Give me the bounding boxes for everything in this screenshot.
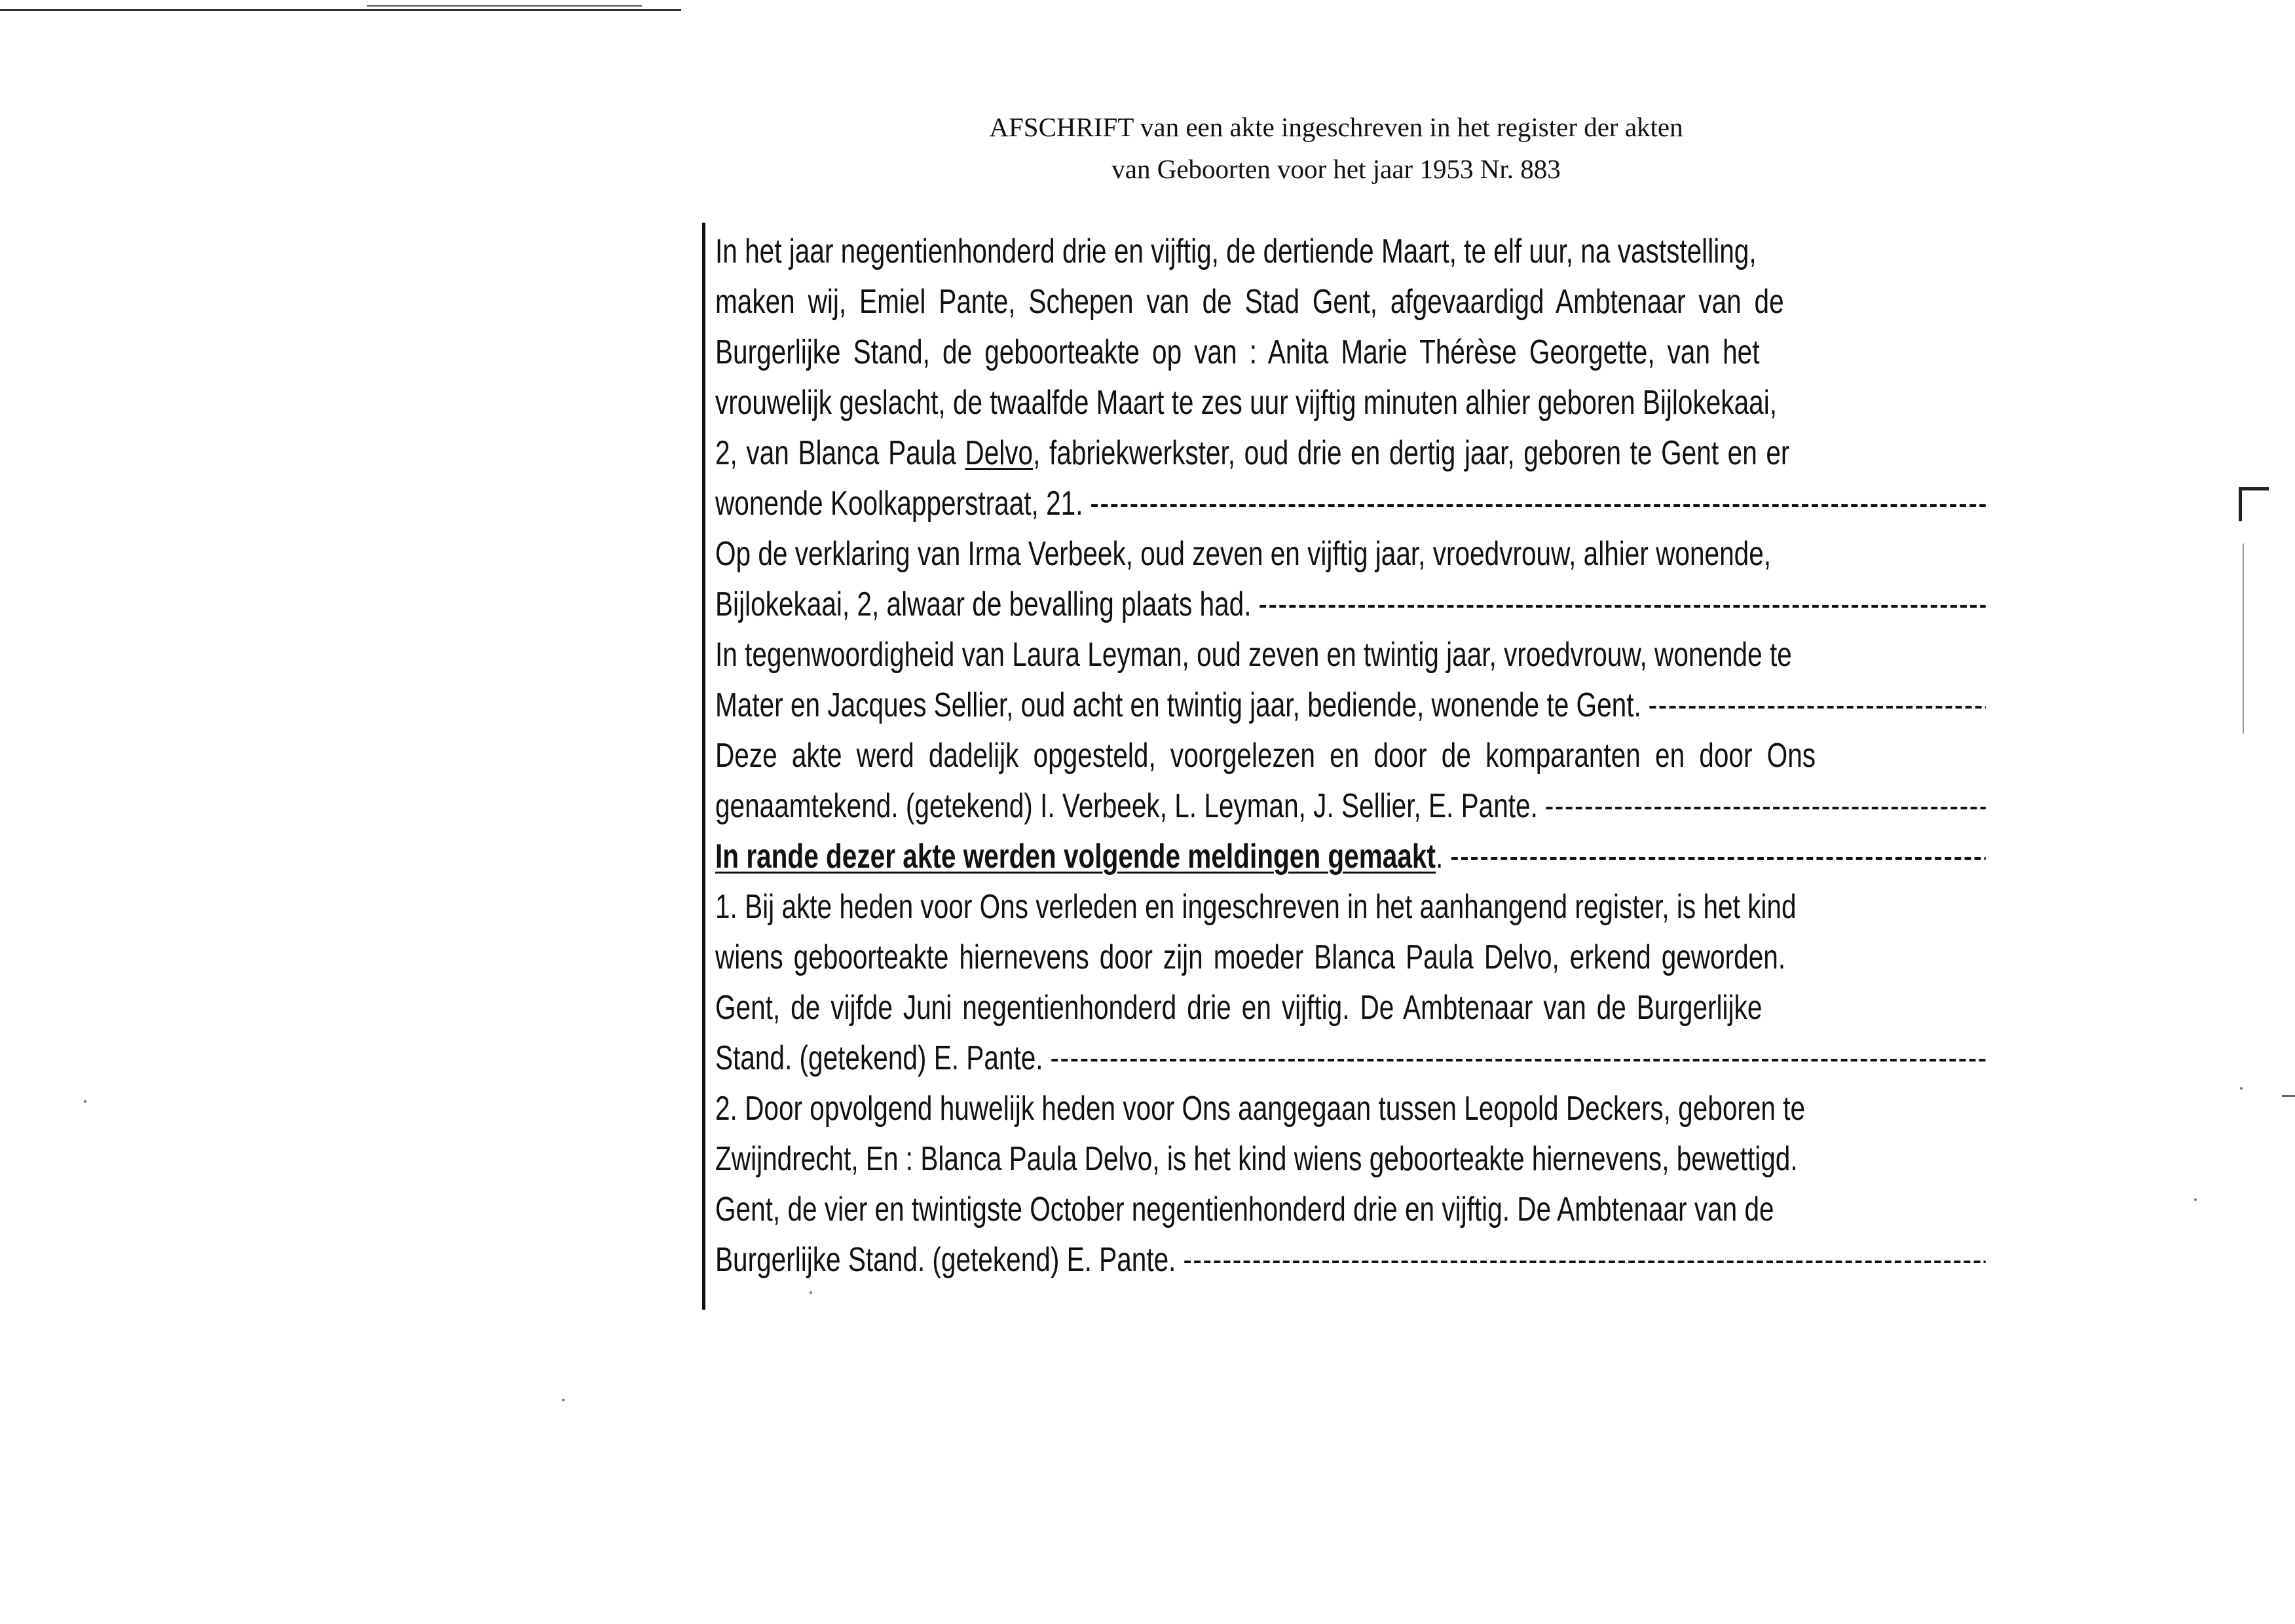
body-line xyxy=(715,983,1986,1033)
body-line xyxy=(715,529,1986,580)
scan-edge-line xyxy=(2243,544,2244,733)
scan-artifact-top-line xyxy=(0,9,681,11)
document-header xyxy=(786,106,1886,190)
scan-speck xyxy=(2240,1087,2243,1090)
body-text: Mater en Jacques Sellier, oud acht en twintig jaar, bediende, wonende te Gent. xyxy=(715,686,1641,724)
header-line-2: van Geboorten voor het jaar 1953 Nr. 883 xyxy=(1111,154,1561,184)
body-line xyxy=(715,1084,1986,1134)
body-line xyxy=(715,1134,1986,1185)
dash-filler xyxy=(1050,1033,1985,1084)
dash-filler xyxy=(1649,680,1986,731)
scan-speck xyxy=(84,1100,86,1103)
dash-filler xyxy=(1545,781,1986,832)
body-text: genaamtekend. (getekend) I. Verbeek, L. Leyman, J. Sellier, E. Pante. xyxy=(715,787,1538,825)
body-text: Gent, de vier en twintigste October negentienhonderd drie en vijftig. De Ambtenaar van de xyxy=(715,1190,1774,1228)
body-line xyxy=(715,680,1986,731)
scan-speck xyxy=(2194,1198,2197,1201)
body-text xyxy=(715,428,1789,479)
body-line xyxy=(715,630,1986,680)
marginal-notes-heading xyxy=(715,832,1443,882)
body-text: wiens geboorteakte hiernevens door zijn moeder Blanca Paula Delvo, erkend geworden. xyxy=(715,938,1786,976)
body-text: In tegenwoordigheid van Laura Leyman, oud zeven en twintig jaar, vroedvrouw, wonende te xyxy=(715,636,1792,674)
body-text: Bijlokekaai, 2, alwaar de bevalling plaats had. xyxy=(715,585,1252,623)
corner-mark xyxy=(2239,487,2269,490)
body-text-part: 2, van Blanca Paula xyxy=(715,434,965,472)
heading-period: . xyxy=(1435,838,1444,876)
body-line xyxy=(715,580,1986,630)
scan-speck xyxy=(810,1291,812,1294)
body-text: Burgerlijke Stand, de geboorteakte op van : Anita Marie Thérèse Georgette, van het xyxy=(715,333,1760,371)
body-line xyxy=(715,731,1986,781)
body-text-part: , fabriekwerkster, oud drie en dertig jaar, geboren te Gent en er xyxy=(1033,434,1790,472)
body-text: vrouwelijk geslacht, de twaalfde Maart te zes uur vijftig minuten alhier geboren Bijlokekaai, xyxy=(715,384,1777,422)
body-line xyxy=(715,277,1986,327)
body-text: Zwijndrecht, En : Blanca Paula Delvo, is het kind wiens geboorteakte hiernevens, bewettigd. xyxy=(715,1140,1798,1178)
body-text: 1. Bij akte heden voor Ons verleden en ingeschreven in het aanhangend register, is het kind xyxy=(715,888,1797,926)
body-text: Stand. (getekend) E. Pante. xyxy=(715,1039,1043,1077)
deed-body xyxy=(715,227,1986,1285)
body-line xyxy=(715,479,1986,529)
body-text: Gent, de vijfde Juni negentienhonderd drie en vijftig. De Ambtenaar van de Burgerlijke xyxy=(715,989,1763,1027)
body-text: 2. Door opvolgend huwelijk heden voor Ons aangegaan tussen Leopold Deckers, geboren te xyxy=(715,1090,1806,1128)
body-line xyxy=(715,428,1986,479)
body-text: maken wij, Emiel Pante, Schepen van de Stad Gent, afgevaardigd Ambtenaar van de xyxy=(715,283,1784,321)
body-line xyxy=(715,882,1986,932)
scan-dash-mark xyxy=(2282,1095,2295,1097)
body-line xyxy=(715,227,1986,277)
body-text: Op de verklaring van Irma Verbeek, oud zeven en vijftig jaar, vroedvrouw, alhier wonende, xyxy=(715,535,1772,573)
dash-filler xyxy=(1090,479,1985,529)
dash-filler xyxy=(1450,832,1986,882)
body-line xyxy=(715,327,1986,378)
marginal-notes-heading-text: In rande dezer akte werden volgende meldingen gemaakt xyxy=(715,838,1436,876)
dash-filler xyxy=(1258,580,1985,630)
body-line xyxy=(715,781,1986,832)
body-text: wonende Koolkapperstraat, 21. xyxy=(715,485,1083,523)
body-line xyxy=(715,932,1986,983)
body-text: In het jaar negentienhonderd drie en vijftig, de dertiende Maart, te elf uur, na vaststelling, xyxy=(715,232,1757,270)
body-text: Deze akte werd dadelijk opgesteld, voorgelezen en door de komparanten en door Ons xyxy=(715,737,1816,775)
body-line xyxy=(715,1185,1986,1235)
header-line-1: AFSCHRIFT van een akte ingeschreven in het register der akten xyxy=(989,112,1683,142)
body-line xyxy=(715,378,1986,428)
body-line xyxy=(715,1033,1986,1084)
body-text: Burgerlijke Stand. (getekend) E. Pante. xyxy=(715,1241,1176,1279)
surname-underlined: Delvo xyxy=(965,434,1034,472)
scan-artifact-top-line-2 xyxy=(367,5,642,7)
dash-filler xyxy=(1183,1235,1985,1285)
scan-speck xyxy=(562,1399,565,1401)
corner-mark-vertical xyxy=(2239,487,2242,521)
body-line xyxy=(715,1235,1986,1285)
left-margin-rule xyxy=(702,223,705,1310)
body-line xyxy=(715,832,1986,882)
